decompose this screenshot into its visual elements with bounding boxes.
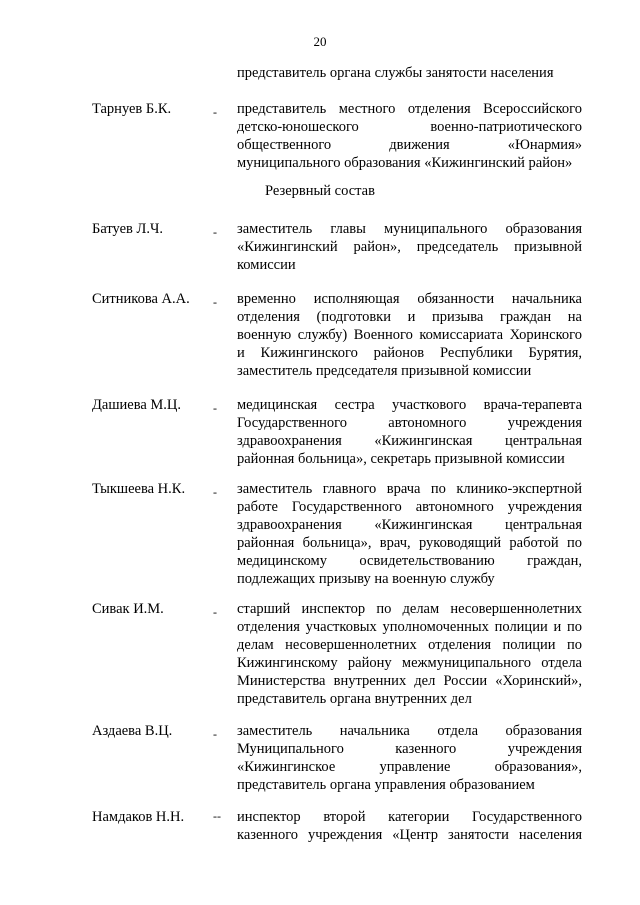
dash-separator: - bbox=[213, 295, 217, 309]
text-line: Государственного автономного учреждения bbox=[237, 415, 582, 431]
member-description bbox=[237, 100, 582, 172]
dash-separator: - bbox=[213, 401, 217, 415]
member-name: Тарнуев Б.К. bbox=[92, 101, 172, 117]
text-line: представитель органа службы занятости населения bbox=[237, 65, 554, 81]
text-line: казенного учреждения «Центр занятости населения bbox=[237, 827, 582, 843]
dash-separator: - bbox=[213, 485, 217, 499]
member-description bbox=[237, 290, 582, 380]
member-name: Батуев Л.Ч. bbox=[92, 221, 164, 237]
text-line: подлежащих призыву на военную службу bbox=[237, 571, 495, 587]
member-description bbox=[237, 808, 582, 844]
section-heading: Резервный состав bbox=[265, 183, 375, 199]
text-line: здравоохранения «Кижингинская центральная bbox=[237, 517, 582, 533]
text-line: отделения (подготовки и призыва граждан на bbox=[237, 309, 582, 325]
dash-separator: -- bbox=[213, 809, 221, 823]
page-number: 20 bbox=[313, 34, 327, 49]
member-description bbox=[237, 220, 582, 274]
dash-separator: - bbox=[213, 225, 217, 239]
member-description bbox=[237, 722, 582, 794]
text-line: «Кижингинский район», председатель призывной bbox=[237, 239, 582, 255]
text-line: военную службу) Военного комиссариата Хоринского bbox=[237, 327, 582, 343]
text-line: заместитель начальника отдела образования bbox=[237, 723, 582, 739]
text-line: муниципального образования «Кижингинский район» bbox=[237, 155, 573, 171]
text-line: работе Государственного автономного учреждения bbox=[237, 499, 582, 515]
text-line: общественного движения «Юнармия» bbox=[237, 137, 582, 153]
text-line: «Кижингинское управление образования», bbox=[237, 759, 582, 775]
member-description bbox=[237, 396, 582, 468]
member-name: Аздаева В.Ц. bbox=[92, 723, 173, 739]
member-name: Намдаков Н.Н. bbox=[92, 809, 185, 825]
text-line: представитель местного отделения Всероссийского bbox=[237, 101, 582, 117]
text-line: заместитель главы муниципального образования bbox=[237, 221, 582, 237]
member-description bbox=[237, 600, 582, 708]
dash-separator: - bbox=[213, 727, 217, 741]
text-line: районная больница», секретарь призывной комиссии bbox=[237, 451, 565, 467]
text-line: медицинская сестра участкового врача-терапевта bbox=[237, 397, 582, 413]
member-name: Сивак И.М. bbox=[92, 601, 164, 617]
text-line: районная больница», врач, руководящий работой по bbox=[237, 535, 582, 551]
member-name: Дашиева М.Ц. bbox=[92, 397, 182, 413]
text-line: делам несовершеннолетних отделения полиции по bbox=[237, 637, 582, 653]
text-line: отделения участковых уполномоченных полиции и по bbox=[237, 619, 582, 635]
text-line: Муниципального казенного учреждения bbox=[237, 741, 582, 757]
member-name: Ситникова А.А. bbox=[92, 291, 190, 307]
text-line: медицинскому освидетельствованию граждан, bbox=[237, 553, 582, 569]
text-line: детско-юношеского военно-патриотического bbox=[237, 119, 582, 135]
text-line: комиссии bbox=[237, 257, 296, 273]
text-line: заместитель главного врача по клинико-экспертной bbox=[237, 481, 582, 497]
text-line: и Кижингинского районов Республики Бурятия, bbox=[237, 345, 582, 361]
continuation-text bbox=[237, 64, 582, 82]
text-line: временно исполняющая обязанности начальника bbox=[237, 291, 582, 307]
text-line: заместитель председателя призывной комиссии bbox=[237, 363, 532, 379]
dash-separator: - bbox=[213, 105, 217, 119]
member-description bbox=[237, 480, 582, 588]
member-name: Тыкшеева Н.К. bbox=[92, 481, 186, 497]
text-line: старший инспектор по делам несовершеннолетних bbox=[237, 601, 582, 617]
text-line: представитель органа управления образованием bbox=[237, 777, 535, 793]
text-line: Кижингинскому району межмуниципального отдела bbox=[237, 655, 582, 671]
text-line: здравоохранения «Кижингинская центральная bbox=[237, 433, 582, 449]
text-line: инспектор второй категории Государственного bbox=[237, 809, 582, 825]
dash-separator: - bbox=[213, 605, 217, 619]
text-line: представитель органа внутренних дел bbox=[237, 691, 472, 707]
text-line: Министерства внутренних дел России «Хоринский», bbox=[237, 673, 582, 689]
